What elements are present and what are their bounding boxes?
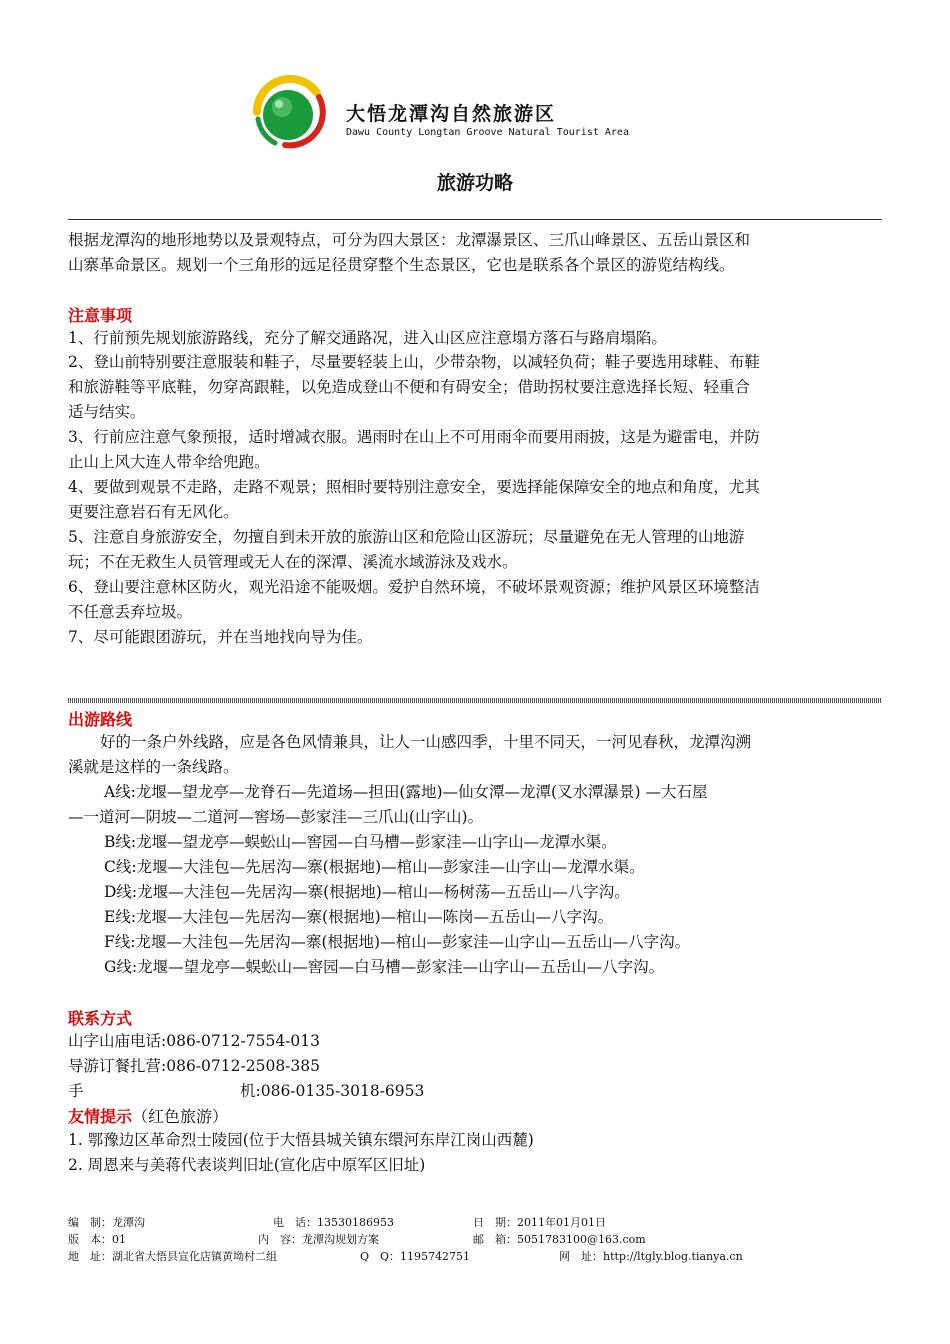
notice-line: 适与结实。	[68, 403, 146, 421]
logo-icon	[245, 67, 335, 157]
notice-line: 3、行前应注意气象预报，适时增减衣服。遇雨时在山上不可用雨伞而要用雨披，这是为避雷电，并防	[68, 428, 760, 446]
tips-heading-suffix: （红色旅游）	[132, 1107, 229, 1126]
routes-intro-line: 溪就是这样的一条线路。	[68, 758, 239, 776]
intro-line: 根据龙潭沟的地形地势以及景观特点，可分为四大景区：龙潭瀑景区、三爪山峰景区、五岳山景区和	[68, 231, 751, 249]
route-b-line: B线:龙堰—望龙亭—蜈蚣山—窖园—白马槽—彭家洼—山字山—龙潭水渠。	[104, 833, 617, 851]
footer-content: 内 容：龙潭沟规划方案	[258, 1233, 379, 1246]
footer-qq: Q Q：1195742751	[360, 1250, 471, 1263]
footer-phone: 电 话：13530186953	[273, 1216, 394, 1229]
notice-line: 更要注意岩石有无风化。	[68, 503, 239, 521]
footer-editor: 编 制：龙潭沟	[68, 1216, 145, 1229]
notice-line: 止山上风大连人带伞给兜跑。	[68, 453, 270, 471]
mobile-label: 手	[68, 1082, 84, 1100]
guide-phone: 导游订餐扎营:086-0712-2508-385	[68, 1057, 320, 1075]
tips-heading	[68, 1104, 228, 1127]
footer-website[interactable]: 网 址：http://ltgly.blog.tianya.cn	[559, 1250, 743, 1263]
notice-line: 5、注意自身旅游安全，勿擅自到未开放的旅游山区和危险山区游玩；尽量避免在无人管理的山地游	[68, 528, 745, 546]
notice-line: 7、尽可能跟团游玩，并在当地找向导为佳。	[68, 628, 373, 646]
notice-line: 玩；不在无救生人员管理或无人在的深潭、溪流水域游泳及戏水。	[68, 553, 518, 571]
route-e-line: E线:龙堰—大洼包—先居沟—寨(根据地)—棺山—陈岗—五岳山—八字沟。	[104, 908, 614, 926]
footer-date: 日 期：2011年01月01日	[473, 1216, 606, 1229]
notice-line: 和旅游鞋等平底鞋，勿穿高跟鞋，以免造成登山不便和有碍安全；借助拐杖要注意选择长短、轻重合	[68, 378, 751, 396]
route-c-line: C线:龙堰—大洼包—先居沟—寨(根据地)—棺山—彭家洼—山字山—龙潭水渠。	[104, 858, 645, 876]
route-a-line: —一道河—阴坡—二道河—窖场—彭家洼—三爪山(山字山)。	[68, 808, 484, 826]
routes-intro-line: 好的一条户外线路，应是各色风情兼具，让人一山感四季，十里不同天，一河见春秋，龙潭沟溯	[100, 733, 752, 751]
footer-email[interactable]: 邮 箱：5051783100@163.com	[473, 1233, 646, 1246]
route-f-line: F线:龙堰—大洼包—先居沟—寨(根据地)—棺山—彭家洼—山字山—五岳山—八字沟。	[104, 933, 691, 951]
tip-item: 2. 周恩来与美蒋代表谈判旧址(宣化店中原军区旧址)	[68, 1156, 426, 1174]
org-name-cn: 大悟龙潭沟自然旅游区	[346, 103, 557, 125]
page-title: 旅游功略	[436, 172, 513, 194]
notice-line: 不任意丢弃垃圾。	[68, 603, 193, 621]
temple-phone: 山字山庙电话:086-0712-7554-013	[68, 1032, 320, 1050]
notice-line: 4、要做到观景不走路，走路不观景；照相时要特别注意安全，要选择能保障安全的地点和角度，尤其	[68, 478, 760, 496]
notice-line: 1、行前预先规划旅游路线，充分了解交通路况，进入山区应注意塌方落石与路肩塌陷。	[68, 329, 667, 347]
tips-heading-text: 友情提示	[68, 1107, 133, 1126]
org-name-en: Dawu County Longtan Groove Natural Tourist Area	[346, 127, 629, 138]
notice-line: 2、登山前特别要注意服装和鞋子，尽量要轻装上山，少带杂物，以减轻负荷；鞋子要选用球鞋、布鞋	[68, 353, 760, 371]
contact-heading: 联系方式	[68, 1009, 133, 1028]
mobile-phone: 机:086-0135-3018-6953	[240, 1082, 425, 1100]
notice-line: 6、登山要注意林区防火，观光沿途不能吸烟。爱护自然环境，不破坏景观资源；维护风景区环境整洁	[68, 578, 760, 596]
footer-address: 地 址：湖北省大悟县宣化店镇黄坳村二组	[68, 1250, 277, 1263]
tip-item: 1. 鄂豫边区革命烈士陵园(位于大悟县城关镇东缳河东岸江岗山西麓)	[68, 1131, 534, 1149]
notice-heading: 注意事项	[68, 306, 133, 325]
intro-line: 山寨革命景区。规划一个三角形的远足径贯穿整个生态景区，它也是联系各个景区的游览结构线。	[68, 256, 735, 274]
routes-heading: 出游路线	[68, 710, 133, 729]
route-d-line: D线:龙堰—大洼包—先居沟—寨(根据地)—棺山—杨树荡—五岳山—八字沟。	[104, 883, 630, 901]
route-g-line: G线:龙堰—望龙亭—蜈蚣山—窖园—白马槽—彭家洼—山字山—五岳山—八字沟。	[104, 958, 665, 976]
route-a-line: A线:龙堰—望龙亭—龙脊石—先道场—担田(露地)—仙女潭—龙潭(叉水潭瀑景) —大石屋	[104, 783, 708, 801]
section-divider	[68, 698, 882, 703]
footer-version: 版 本：01	[68, 1233, 126, 1246]
top-divider	[68, 219, 882, 220]
